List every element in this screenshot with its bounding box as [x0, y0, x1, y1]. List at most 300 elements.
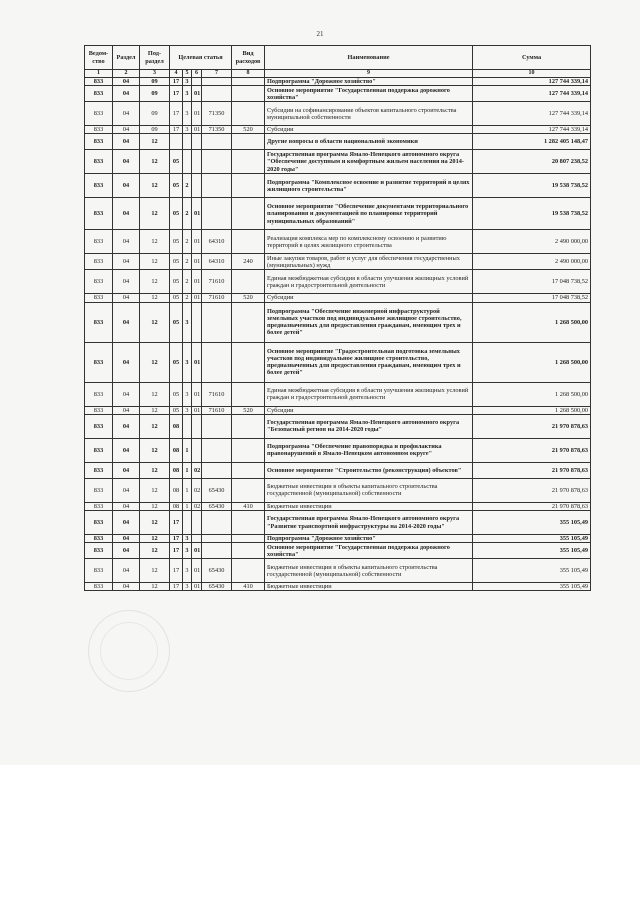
row-sum: 1 268 500,00 — [473, 406, 591, 414]
code-vedomstvo: 833 — [85, 294, 113, 302]
code-razdel: 04 — [113, 502, 140, 510]
row-name: Субсидии на софинансирование объектов капитального строительства муниципальной собственности — [265, 102, 473, 126]
code-direction — [202, 342, 232, 382]
row-name: Основное мероприятие "Государственная поддержка дорожного хозяйства" — [265, 86, 473, 102]
code-direction — [202, 150, 232, 174]
code-direction: 71350 — [202, 126, 232, 134]
code-vid-rashodov: 410 — [232, 502, 265, 510]
code-vid-rashodov: 240 — [232, 254, 265, 270]
code-program: 08 — [170, 462, 183, 478]
code-razdel: 04 — [113, 134, 140, 150]
column-number: 9 — [265, 70, 473, 78]
code-vid-rashodov — [232, 102, 265, 126]
code-program: 05 — [170, 254, 183, 270]
table-row — [85, 502, 591, 510]
row-sum: 1 268 500,00 — [473, 382, 591, 406]
code-program: 05 — [170, 302, 183, 342]
code-direction: 64310 — [202, 254, 232, 270]
code-direction: 71610 — [202, 270, 232, 294]
code-program: 17 — [170, 102, 183, 126]
budget-table — [84, 45, 591, 591]
code-vid-rashodov: 520 — [232, 294, 265, 302]
code-vedomstvo: 833 — [85, 102, 113, 126]
code-podrazdel: 09 — [140, 78, 170, 86]
code-razdel: 04 — [113, 535, 140, 543]
code-event: 01 — [192, 270, 202, 294]
code-vedomstvo: 833 — [85, 583, 113, 591]
code-program: 17 — [170, 126, 183, 134]
row-sum: 21 970 878,63 — [473, 414, 591, 438]
code-vedomstvo: 833 — [85, 559, 113, 583]
code-subprogram: 2 — [183, 174, 192, 198]
row-sum: 127 744 339,14 — [473, 86, 591, 102]
table-row — [85, 406, 591, 414]
row-name: Другие вопросы в области национальной экономики — [265, 134, 473, 150]
code-direction: 71350 — [202, 102, 232, 126]
code-direction — [202, 462, 232, 478]
code-vedomstvo: 833 — [85, 230, 113, 254]
code-podrazdel: 12 — [140, 294, 170, 302]
code-podrazdel: 12 — [140, 342, 170, 382]
code-event — [192, 511, 202, 535]
code-subprogram: 3 — [183, 535, 192, 543]
code-razdel: 04 — [113, 270, 140, 294]
code-program: 05 — [170, 294, 183, 302]
code-subprogram — [183, 134, 192, 150]
table-row — [85, 270, 591, 294]
code-vid-rashodov — [232, 270, 265, 294]
code-vid-rashodov — [232, 462, 265, 478]
code-podrazdel: 12 — [140, 382, 170, 406]
code-razdel: 04 — [113, 150, 140, 174]
code-vedomstvo: 833 — [85, 478, 113, 502]
code-vedomstvo: 833 — [85, 535, 113, 543]
row-sum: 1 282 405 148,47 — [473, 134, 591, 150]
row-sum: 127 744 339,14 — [473, 102, 591, 126]
code-program: 05 — [170, 150, 183, 174]
code-event — [192, 78, 202, 86]
code-razdel: 04 — [113, 543, 140, 559]
code-direction — [202, 543, 232, 559]
code-vid-rashodov: 520 — [232, 406, 265, 414]
row-name: Подпрограмма "Комплексное освоение и развитие территорий в целях жилищного строительства" — [265, 174, 473, 198]
code-program: 17 — [170, 86, 183, 102]
code-razdel: 04 — [113, 478, 140, 502]
code-vid-rashodov — [232, 535, 265, 543]
code-podrazdel: 12 — [140, 583, 170, 591]
row-name: Подпрограмма "Обеспечение инженерной инфраструктурой земельных участков под индивидуальное жилищное строительство, предназначенных для предоставления гражданам, имеющим трех и более детей" — [265, 302, 473, 342]
code-direction — [202, 438, 232, 462]
row-name: Субсидии — [265, 294, 473, 302]
row-name: Субсидии — [265, 406, 473, 414]
code-program: 17 — [170, 511, 183, 535]
row-name: Бюджетные инвестиции — [265, 583, 473, 591]
header-naimenovanie: Наименование — [265, 46, 473, 70]
row-name: Основное мероприятие "Государственная поддержка дорожного хозяйства" — [265, 543, 473, 559]
row-name: Единая межбюджетная субсидия в области улучшения жилищных условий граждан и градостроительной деятельности — [265, 270, 473, 294]
column-number: 8 — [232, 70, 265, 78]
table-row — [85, 254, 591, 270]
code-program: 17 — [170, 583, 183, 591]
code-podrazdel: 12 — [140, 198, 170, 230]
table-row — [85, 462, 591, 478]
code-razdel: 04 — [113, 86, 140, 102]
code-event: 01 — [192, 198, 202, 230]
code-subprogram — [183, 150, 192, 174]
column-number: 6 — [192, 70, 202, 78]
code-event: 02 — [192, 462, 202, 478]
row-name: Основное мероприятие "Обеспечение документами территориального планирования и документацией по планировке территорий муниципальных образований" — [265, 198, 473, 230]
code-vedomstvo: 833 — [85, 511, 113, 535]
table-body — [85, 78, 591, 591]
table-row — [85, 535, 591, 543]
code-event: 01 — [192, 559, 202, 583]
code-podrazdel: 12 — [140, 302, 170, 342]
code-event: 01 — [192, 406, 202, 414]
code-vedomstvo: 833 — [85, 543, 113, 559]
code-direction — [202, 78, 232, 86]
code-program: 05 — [170, 174, 183, 198]
code-event: 01 — [192, 342, 202, 382]
code-direction — [202, 86, 232, 102]
code-razdel: 04 — [113, 406, 140, 414]
code-vid-rashodov — [232, 78, 265, 86]
code-subprogram: 3 — [183, 543, 192, 559]
code-razdel: 04 — [113, 559, 140, 583]
code-vid-rashodov: 520 — [232, 126, 265, 134]
code-vedomstvo: 833 — [85, 462, 113, 478]
code-subprogram: 1 — [183, 478, 192, 502]
code-vid-rashodov — [232, 86, 265, 102]
row-sum: 355 105,49 — [473, 543, 591, 559]
code-podrazdel: 12 — [140, 535, 170, 543]
table-row — [85, 78, 591, 86]
code-subprogram: 1 — [183, 462, 192, 478]
row-sum: 355 105,49 — [473, 511, 591, 535]
column-number: 10 — [473, 70, 591, 78]
row-sum: 1 268 500,00 — [473, 302, 591, 342]
code-direction: 71610 — [202, 406, 232, 414]
code-podrazdel: 12 — [140, 502, 170, 510]
code-razdel: 04 — [113, 583, 140, 591]
code-razdel: 04 — [113, 126, 140, 134]
row-sum: 2 490 000,00 — [473, 254, 591, 270]
code-podrazdel: 12 — [140, 462, 170, 478]
code-vid-rashodov — [232, 302, 265, 342]
code-podrazdel: 12 — [140, 270, 170, 294]
code-subprogram: 3 — [183, 342, 192, 382]
row-sum: 127 744 339,14 — [473, 126, 591, 134]
code-vedomstvo: 833 — [85, 302, 113, 342]
code-razdel: 04 — [113, 254, 140, 270]
code-event — [192, 134, 202, 150]
table-row — [85, 342, 591, 382]
code-program: 08 — [170, 438, 183, 462]
page-number: 21 — [316, 30, 324, 38]
row-name: Бюджетные инвестиции в объекты капитального строительства государственной (муниципальной) собственности — [265, 559, 473, 583]
code-podrazdel: 12 — [140, 230, 170, 254]
row-name: Бюджетные инвестиции в объекты капитального строительства государственной (муниципальной) собственности — [265, 478, 473, 502]
code-razdel: 04 — [113, 511, 140, 535]
header-podrazdel: Под-раздел — [140, 46, 170, 70]
code-direction — [202, 535, 232, 543]
code-podrazdel: 09 — [140, 126, 170, 134]
column-number: 7 — [202, 70, 232, 78]
row-name: Субсидии — [265, 126, 473, 134]
table-row — [85, 102, 591, 126]
code-subprogram: 2 — [183, 294, 192, 302]
faded-seal-inner-ring — [100, 622, 158, 680]
column-number: 2 — [113, 70, 140, 78]
code-vedomstvo: 833 — [85, 174, 113, 198]
table-row — [85, 134, 591, 150]
code-direction — [202, 174, 232, 198]
code-subprogram: 3 — [183, 406, 192, 414]
table-row — [85, 126, 591, 134]
code-podrazdel: 12 — [140, 406, 170, 414]
code-subprogram — [183, 414, 192, 438]
table-row — [85, 511, 591, 535]
table-row — [85, 382, 591, 406]
code-subprogram: 2 — [183, 270, 192, 294]
code-razdel: 04 — [113, 230, 140, 254]
row-sum: 355 105,49 — [473, 583, 591, 591]
code-direction — [202, 511, 232, 535]
code-direction: 71610 — [202, 382, 232, 406]
column-number: 5 — [183, 70, 192, 78]
code-event — [192, 302, 202, 342]
row-sum: 127 744 339,14 — [473, 78, 591, 86]
code-vedomstvo: 833 — [85, 134, 113, 150]
code-podrazdel: 09 — [140, 102, 170, 126]
row-sum: 21 970 878,63 — [473, 478, 591, 502]
code-program: 05 — [170, 198, 183, 230]
code-subprogram: 3 — [183, 126, 192, 134]
code-direction — [202, 414, 232, 438]
table-row — [85, 150, 591, 174]
header-razdel: Раздел — [113, 46, 140, 70]
code-event: 02 — [192, 502, 202, 510]
row-sum: 21 970 878,63 — [473, 502, 591, 510]
table-row — [85, 414, 591, 438]
code-event: 01 — [192, 543, 202, 559]
code-subprogram: 2 — [183, 254, 192, 270]
code-direction: 64310 — [202, 230, 232, 254]
code-podrazdel: 12 — [140, 174, 170, 198]
code-program: 08 — [170, 502, 183, 510]
row-name: Единая межбюджетная субсидия в области улучшения жилищных условий граждан и градостроительной деятельности — [265, 382, 473, 406]
table-row — [85, 438, 591, 462]
code-vid-rashodov — [232, 342, 265, 382]
code-event: 01 — [192, 102, 202, 126]
row-sum: 17 048 738,52 — [473, 294, 591, 302]
code-event — [192, 438, 202, 462]
code-direction: 65430 — [202, 502, 232, 510]
code-event — [192, 535, 202, 543]
header-summa: Сумма — [473, 46, 591, 70]
code-razdel: 04 — [113, 102, 140, 126]
code-program: 05 — [170, 382, 183, 406]
table-row — [85, 583, 591, 591]
row-name: Государственная программа Ямало-Ненецкого автономного округа "Развитие транспортной инфраструктуры на 2014-2020 годы" — [265, 511, 473, 535]
row-sum: 2 490 000,00 — [473, 230, 591, 254]
code-event: 01 — [192, 86, 202, 102]
table-row — [85, 230, 591, 254]
code-event — [192, 174, 202, 198]
code-subprogram: 1 — [183, 502, 192, 510]
row-sum: 19 538 738,52 — [473, 174, 591, 198]
code-vedomstvo: 833 — [85, 414, 113, 438]
code-razdel: 04 — [113, 174, 140, 198]
code-podrazdel: 12 — [140, 254, 170, 270]
code-podrazdel: 12 — [140, 134, 170, 150]
code-subprogram: 3 — [183, 86, 192, 102]
code-vid-rashodov — [232, 543, 265, 559]
code-vedomstvo: 833 — [85, 502, 113, 510]
code-vid-rashodov — [232, 511, 265, 535]
code-vid-rashodov — [232, 230, 265, 254]
code-program: 17 — [170, 543, 183, 559]
code-subprogram: 2 — [183, 230, 192, 254]
table-row — [85, 294, 591, 302]
code-event: 01 — [192, 254, 202, 270]
table-row — [85, 478, 591, 502]
code-subprogram: 1 — [183, 438, 192, 462]
code-vid-rashodov — [232, 174, 265, 198]
code-program: 08 — [170, 478, 183, 502]
code-program: 17 — [170, 559, 183, 583]
column-number-row — [85, 70, 591, 78]
row-name: Подпрограмма "Обеспечение правопорядка и профилактика правонарушений в Ямало-Ненецком автономном округе" — [265, 438, 473, 462]
row-name: Бюджетные инвестиции — [265, 502, 473, 510]
code-event: 01 — [192, 126, 202, 134]
code-podrazdel: 09 — [140, 86, 170, 102]
code-podrazdel: 12 — [140, 559, 170, 583]
code-event — [192, 414, 202, 438]
code-podrazdel: 12 — [140, 511, 170, 535]
header-celevaya-statya: Целевая статья — [170, 46, 232, 70]
code-vedomstvo: 833 — [85, 406, 113, 414]
table-row — [85, 559, 591, 583]
row-name: Основное мероприятие "Строительство (реконструкция) объектов" — [265, 462, 473, 478]
code-vid-rashodov — [232, 134, 265, 150]
column-number: 3 — [140, 70, 170, 78]
code-subprogram: 3 — [183, 302, 192, 342]
code-direction: 71610 — [202, 294, 232, 302]
code-podrazdel: 12 — [140, 150, 170, 174]
row-sum: 355 105,49 — [473, 559, 591, 583]
code-event: 01 — [192, 294, 202, 302]
code-program: 05 — [170, 342, 183, 382]
code-subprogram: 3 — [183, 78, 192, 86]
header-vid-rashodov: Вид расходов — [232, 46, 265, 70]
code-razdel: 04 — [113, 382, 140, 406]
table-row — [85, 543, 591, 559]
row-sum: 20 807 238,52 — [473, 150, 591, 174]
code-razdel: 04 — [113, 414, 140, 438]
code-vid-rashodov — [232, 198, 265, 230]
row-sum: 1 268 500,00 — [473, 342, 591, 382]
code-event: 01 — [192, 583, 202, 591]
table-header-row — [85, 46, 591, 70]
code-vedomstvo: 833 — [85, 126, 113, 134]
row-sum: 21 970 878,63 — [473, 438, 591, 462]
code-event: 02 — [192, 478, 202, 502]
column-number: 4 — [170, 70, 183, 78]
code-subprogram — [183, 511, 192, 535]
code-razdel: 04 — [113, 78, 140, 86]
code-subprogram: 2 — [183, 198, 192, 230]
row-sum: 21 970 878,63 — [473, 462, 591, 478]
code-vid-rashodov — [232, 478, 265, 502]
row-sum: 17 048 738,52 — [473, 270, 591, 294]
table-row — [85, 86, 591, 102]
code-vedomstvo: 833 — [85, 382, 113, 406]
code-vedomstvo: 833 — [85, 438, 113, 462]
column-number: 1 — [85, 70, 113, 78]
code-event: 01 — [192, 230, 202, 254]
code-vedomstvo: 833 — [85, 342, 113, 382]
code-program: 17 — [170, 535, 183, 543]
code-razdel: 04 — [113, 294, 140, 302]
code-vid-rashodov — [232, 438, 265, 462]
code-vid-rashodov: 410 — [232, 583, 265, 591]
code-program: 08 — [170, 414, 183, 438]
code-razdel: 04 — [113, 462, 140, 478]
code-vid-rashodov — [232, 382, 265, 406]
code-podrazdel: 12 — [140, 543, 170, 559]
code-program — [170, 134, 183, 150]
code-event: 01 — [192, 382, 202, 406]
code-program: 17 — [170, 78, 183, 86]
code-razdel: 04 — [113, 302, 140, 342]
row-name: Государственная программа Ямало-Ненецкого автономного округа "Обеспечение доступным и комфортным жильем населения на 2014-2020 годы" — [265, 150, 473, 174]
code-vedomstvo: 833 — [85, 270, 113, 294]
table-row — [85, 174, 591, 198]
code-event — [192, 150, 202, 174]
code-razdel: 04 — [113, 438, 140, 462]
code-vid-rashodov — [232, 559, 265, 583]
code-direction: 65430 — [202, 478, 232, 502]
code-vid-rashodov — [232, 150, 265, 174]
row-name: Подпрограмма "Дорожное хозяйство" — [265, 78, 473, 86]
code-program: 05 — [170, 230, 183, 254]
code-subprogram: 3 — [183, 559, 192, 583]
code-podrazdel: 12 — [140, 478, 170, 502]
row-name: Подпрограмма "Дорожное хозяйство" — [265, 535, 473, 543]
code-vedomstvo: 833 — [85, 150, 113, 174]
code-program: 05 — [170, 406, 183, 414]
row-name: Основное мероприятие "Градостроительная подготовка земельных участков под индивидуальное жилищное строительство, предназначенных для предоставления гражданам, имеющим трех и более детей" — [265, 342, 473, 382]
code-razdel: 04 — [113, 198, 140, 230]
code-direction — [202, 198, 232, 230]
row-sum: 19 538 738,52 — [473, 198, 591, 230]
code-razdel: 04 — [113, 342, 140, 382]
row-sum: 355 105,49 — [473, 535, 591, 543]
row-name: Государственная программа Ямало-Ненецкого автономного округа "Безопасный регион на 2014-2020 годы" — [265, 414, 473, 438]
code-direction — [202, 302, 232, 342]
code-vedomstvo: 833 — [85, 78, 113, 86]
row-name: Реализация комплекса мер по комплексному освоению и развитию территорий в целях жилищного строительства — [265, 230, 473, 254]
code-subprogram: 3 — [183, 382, 192, 406]
code-direction: 65430 — [202, 559, 232, 583]
code-direction — [202, 134, 232, 150]
table-row — [85, 198, 591, 230]
code-subprogram: 3 — [183, 102, 192, 126]
header-vedomstvo: Ведом-ство — [85, 46, 113, 70]
code-vedomstvo: 833 — [85, 86, 113, 102]
code-direction: 65430 — [202, 583, 232, 591]
